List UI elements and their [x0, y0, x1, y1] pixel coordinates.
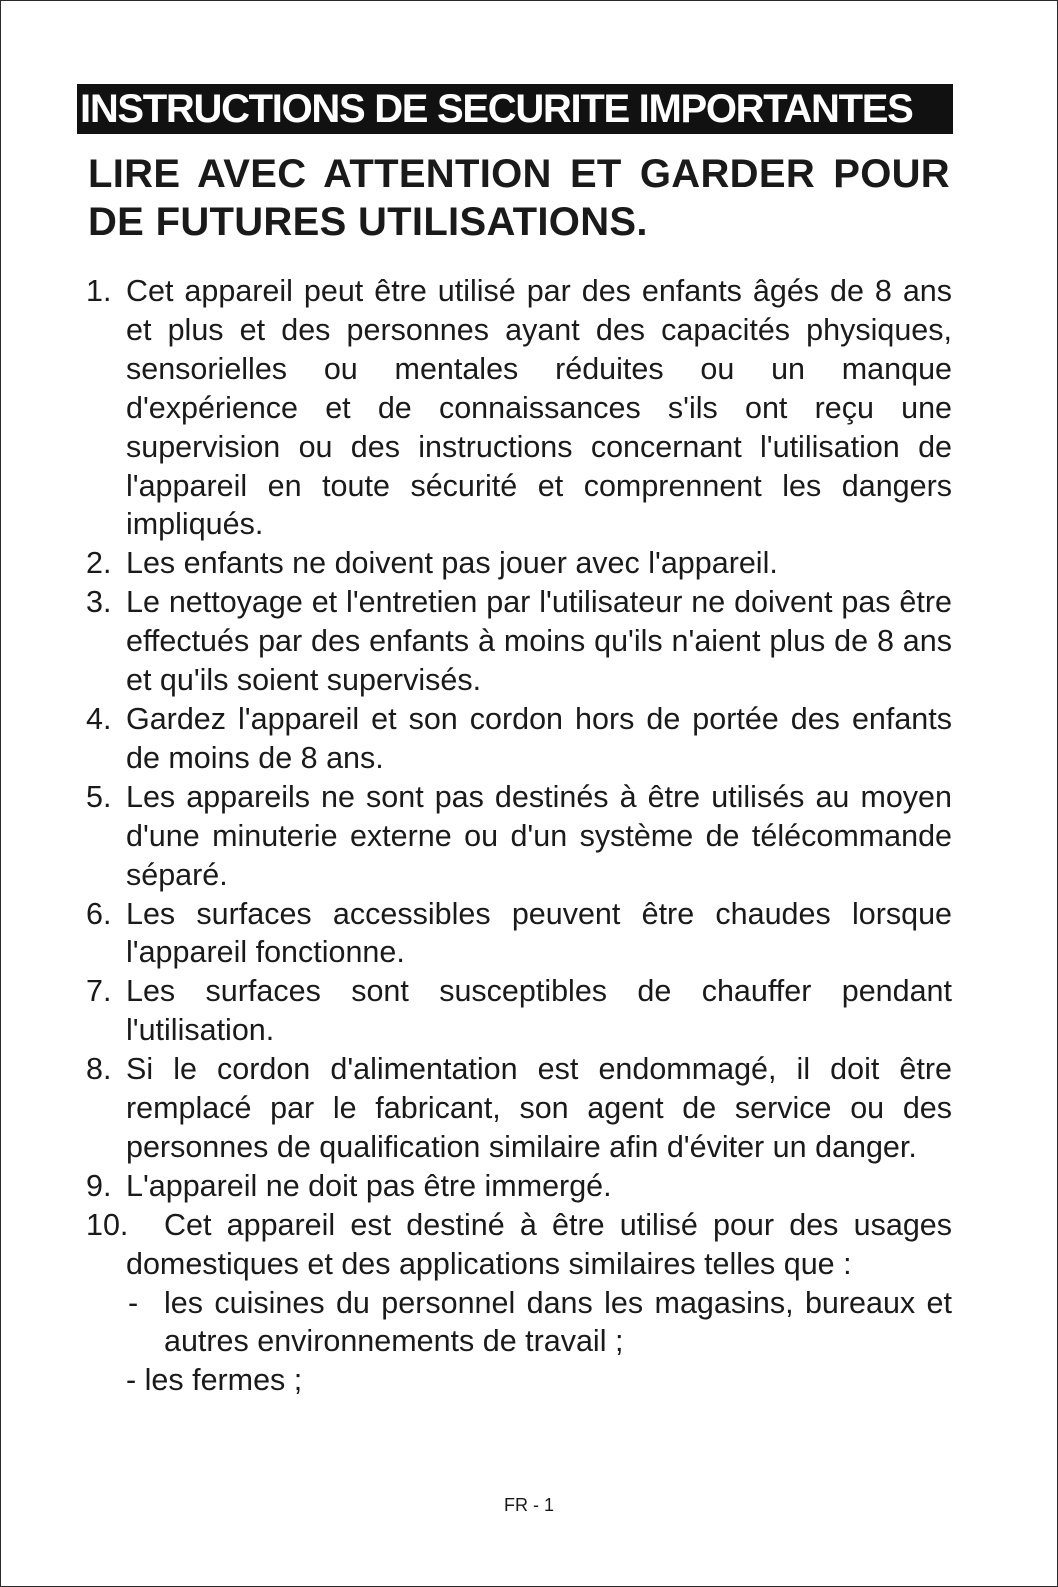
- item-number: 7.: [86, 974, 112, 1009]
- list-item: [86, 895, 952, 973]
- dash-marker: -: [128, 1285, 139, 1320]
- list-item: [86, 778, 952, 895]
- subtitle: [88, 150, 950, 246]
- item-text: Cet appareil peut être utilisé par des enfants âgés de 8 ans et plus et des personnes ayant des capacités physiques, sensorielles ou mentales réduites ou un manque d'expérience et de connaissances s'ils ont reçu une supervision ou des instructions concernant l'utilisation de l'appareil en toute sécurité et comprennent les dangers impliqués.: [126, 274, 952, 542]
- item-number: 8.: [86, 1052, 112, 1087]
- list-item: [86, 1050, 952, 1167]
- subtitle-line-2: DE FUTURES UTILISATIONS.: [88, 200, 648, 244]
- item-text: Les enfants ne doivent pas jouer avec l'appareil.: [126, 546, 778, 581]
- item-number: 3.: [86, 585, 112, 620]
- item-text: Les surfaces sont susceptibles de chauffer pendant l'utilisation.: [126, 974, 952, 1048]
- item-text: Les surfaces accessibles peuvent être chaudes lorsque l'appareil fonctionne.: [126, 896, 952, 970]
- item-number: 1.: [86, 274, 112, 308]
- sub-list: [126, 1284, 952, 1401]
- list-item: [86, 544, 952, 583]
- list-item: [86, 700, 952, 778]
- item-text: Les appareils ne sont pas destinés à être utilisés au moyen d'une minuterie externe ou d'un système de télécommande séparé.: [126, 779, 952, 892]
- page-title: INSTRUCTIONS DE SECURITE IMPORTANTES: [77, 84, 953, 134]
- list-item: [86, 1167, 952, 1206]
- safety-instructions-list: [86, 272, 952, 1400]
- item-number: 2.: [86, 546, 112, 581]
- item-number: 9.: [86, 1168, 112, 1203]
- item-number: 4.: [86, 701, 112, 736]
- item-text: L'appareil ne doit pas être immergé.: [126, 1168, 612, 1203]
- item-number: 6.: [86, 896, 112, 931]
- item-text: Cet appareil est destiné à être utilisé pour des usages domestiques et des applications similaires telles que :: [126, 1207, 952, 1281]
- list-item: [86, 1206, 952, 1401]
- sub-list-item: [126, 1361, 952, 1400]
- item-text: Le nettoyage et l'entretien par l'utilisateur ne doivent pas être effectués par des enfants à moins qu'ils n'aient plus de 8 ans et qu'ils soient supervisés.: [126, 585, 952, 698]
- item-number: 5.: [86, 779, 112, 814]
- item-text: Si le cordon d'alimentation est endommagé, il doit être remplacé par le fabricant, son agent de service ou des personnes de qualification similaire afin d'éviter un danger.: [126, 1052, 952, 1164]
- list-item: [86, 272, 952, 544]
- page-number: FR - 1: [503, 1495, 554, 1515]
- subtitle-line-1: LIRE AVEC ATTENTION ET GARDER POUR: [88, 152, 950, 196]
- list-item: [86, 583, 952, 700]
- item-number: 10.: [86, 1207, 129, 1242]
- sub-item-text: - les fermes ;: [126, 1363, 303, 1398]
- sub-item-text: les cuisines du personnel dans les magasins, bureaux et autres environnements de travail ;: [164, 1285, 952, 1359]
- item-text: Gardez l'appareil et son cordon hors de portée des enfants de moins de 8 ans.: [126, 701, 952, 775]
- list-item: [86, 972, 952, 1050]
- sub-list-item: [126, 1284, 952, 1362]
